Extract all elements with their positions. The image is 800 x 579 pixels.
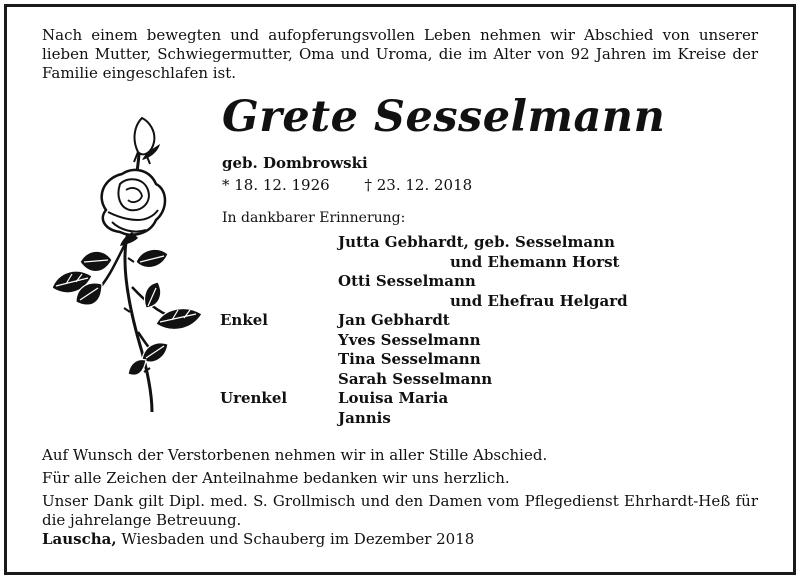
mourner-name: und Ehefrau Helgard <box>450 291 628 310</box>
closing-place: Lauscha, <box>42 530 117 548</box>
mourner-relation: Urenkel <box>220 389 288 407</box>
mourner-relation <box>220 292 338 312</box>
maiden-name: geb. Dombrowski <box>222 154 368 172</box>
mourner-row <box>220 253 650 273</box>
mourner-name: Tina Sesselmann <box>338 350 481 368</box>
closing-rest: Wiesbaden und Schauberg im Dezember 2018 <box>121 530 475 548</box>
mourner-name: Jutta Gebhardt, geb. Sesselmann <box>338 233 615 251</box>
deceased-name: Grete Sesselmann <box>222 92 666 142</box>
mourner-row <box>220 350 650 370</box>
closing-paragraphs <box>42 446 758 534</box>
mourner-row <box>220 272 650 292</box>
birth-date: * 18. 12. 1926 <box>222 176 330 194</box>
mourner-name: Sarah Sesselmann <box>338 369 493 388</box>
farewell-note: Auf Wunsch der Verstorbenen nehmen wir in aller Stille Abschied. <box>42 446 548 464</box>
mourner-name: und Ehemann Horst <box>450 252 620 271</box>
mourner-row <box>220 331 650 351</box>
mourner-row <box>220 233 650 253</box>
mourner-relation <box>220 233 338 253</box>
mourner-row <box>220 311 650 331</box>
mourner-row <box>220 409 650 429</box>
memory-label: In dankbarer Erinnerung: <box>222 210 406 226</box>
mourner-row <box>220 370 650 390</box>
mourner-relation <box>220 370 338 390</box>
intro-text: Nach einem bewegten und aufopferungsvollen Leben nehmen wir Abschied von unserer lieben Mutter, Schwiegermutter, Oma und Uroma, die im Alter von 92 Jahren im Kreise der Familie eingeschlafen ist. <box>42 26 758 82</box>
life-dates <box>222 176 472 194</box>
death-date: † 23. 12. 2018 <box>364 176 473 194</box>
mourner-row <box>220 389 650 409</box>
mourner-name: Louisa Maria <box>338 389 449 407</box>
care-thanks-note: Unser Dank gilt Dipl. med. S. Grollmisch und den Damen vom Pflegedienst Ehrhardt-Heß für die jahrelange Betreuung. <box>42 492 758 529</box>
mourner-relation <box>220 272 338 292</box>
mourners-list <box>220 233 650 428</box>
mourner-relation: Enkel <box>220 311 268 329</box>
mourner-relation <box>220 350 338 370</box>
mourner-name: Jannis <box>338 408 391 427</box>
place-and-date <box>42 530 474 548</box>
mourner-row <box>220 292 650 312</box>
thanks-note: Für alle Zeichen der Anteilnahme bedanken wir uns herzlich. <box>42 469 510 487</box>
mourner-name: Otti Sesselmann <box>338 272 476 290</box>
mourner-relation <box>220 331 338 351</box>
mourner-relation <box>220 253 338 273</box>
mourner-name: Yves Sesselmann <box>338 330 481 349</box>
mourner-name: Jan Gebhardt <box>338 311 450 329</box>
rose-icon <box>46 112 206 417</box>
mourner-relation <box>220 409 338 429</box>
